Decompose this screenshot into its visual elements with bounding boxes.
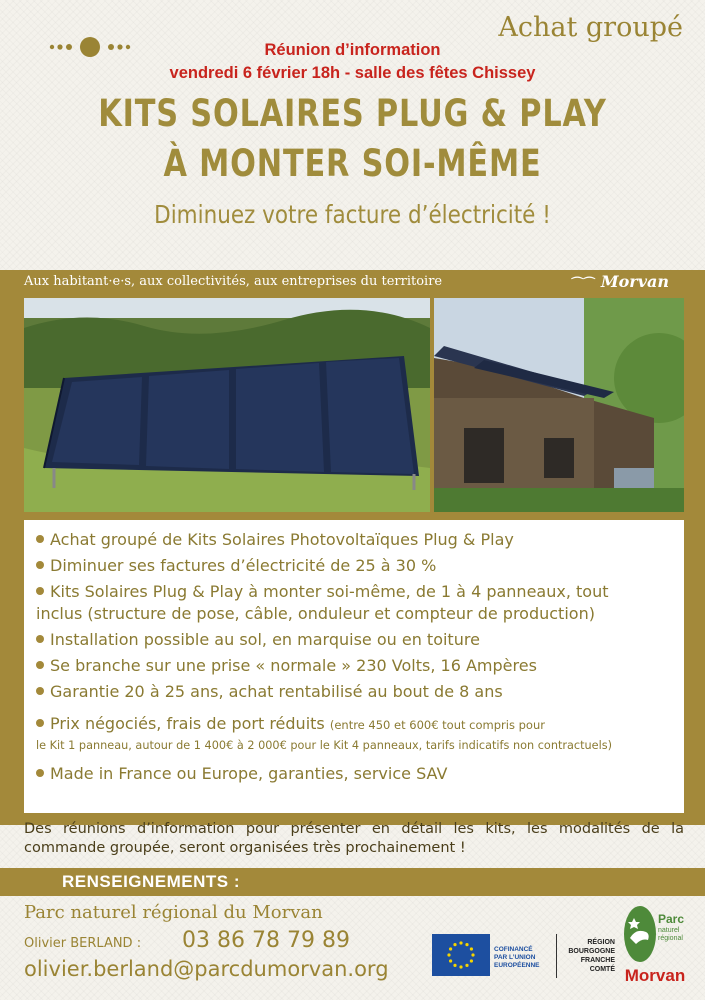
region-text-line4: COMTÉ bbox=[589, 966, 615, 973]
feature-item: Installation possible au sol, en marquise ou en toiture bbox=[36, 630, 480, 649]
closing-text: Des réunions d’information pour présenter en détail les kits, les modalités de la commande groupée, seront organisées très prochainement ! bbox=[24, 821, 684, 856]
morvan-brand-logo bbox=[571, 272, 669, 291]
park-morvan-logo bbox=[622, 904, 688, 996]
bullet-icon bbox=[36, 587, 44, 595]
eu-text-line2: PAR L’UNION bbox=[494, 954, 536, 961]
subtitle: Diminuez votre facture d’électricité ! bbox=[154, 200, 551, 229]
feature-item: Se branche sur une prise « normale » 230 Volts, 16 Ampères bbox=[36, 656, 537, 675]
contact-heading: RENSEIGNEMENTS : bbox=[62, 872, 241, 891]
feature-item: Achat groupé de Kits Solaires Photovoltaïques Plug & Play bbox=[36, 530, 514, 549]
bullet-icon bbox=[36, 635, 44, 643]
contact-phone[interactable]: 03 86 78 79 89 bbox=[182, 928, 350, 953]
features-box bbox=[24, 520, 684, 813]
bullet-icon bbox=[36, 719, 44, 727]
photo-ground-panels bbox=[24, 298, 430, 512]
park-text-line2: naturel bbox=[658, 927, 680, 934]
eu-flag-icon bbox=[432, 934, 490, 976]
audience-text: Aux habitant·e·s, aux collectivités, aux entreprises du territoire bbox=[24, 274, 443, 289]
meeting-detail: vendredi 6 février 18h - salle des fêtes Chissey bbox=[169, 64, 536, 82]
bullet-icon bbox=[36, 661, 44, 669]
organization-name: Parc naturel régional du Morvan bbox=[24, 902, 323, 923]
region-text-line1: RÉGION bbox=[587, 939, 615, 946]
park-text-line3: régional bbox=[658, 935, 683, 942]
photo-house-panels bbox=[434, 298, 684, 512]
region-text-line3: FRANCHE bbox=[580, 957, 615, 964]
eu-text-line1: COFINANCÉ bbox=[494, 946, 533, 953]
feature-item: Prix négociés, frais de port réduits (entre 450 et 600€ tout compris pour bbox=[36, 714, 545, 733]
feature-item-continued: le Kit 1 panneau, autour de 1 400€ à 2 000€ pour le Kit 4 panneaux, tarifs indicatifs non contractuels) bbox=[36, 738, 613, 752]
bullet-icon bbox=[36, 535, 44, 543]
region-text-line2: BOURGOGNE bbox=[568, 948, 615, 955]
header-tag: Achat groupé bbox=[498, 12, 683, 43]
feature-item-continued: inclus (structure de pose, câble, onduleur et compteur de production) bbox=[36, 604, 595, 623]
morvan-brand-text: Morvan bbox=[600, 272, 669, 291]
contact-email[interactable]: olivier.berland@parcdumorvan.org bbox=[24, 957, 389, 981]
eu-text-line3: EUROPÉENNE bbox=[494, 962, 540, 969]
eu-cofinance-logo bbox=[432, 934, 550, 976]
feature-item: Kits Solaires Plug & Play à monter soi-même, de 1 à 4 panneaux, tout bbox=[36, 582, 608, 601]
bullet-icon bbox=[36, 561, 44, 569]
meeting-title: Réunion d’information bbox=[264, 41, 441, 59]
main-title-line1: KITS SOLAIRES PLUG & PLAY bbox=[98, 92, 607, 135]
contact-name: Olivier BERLAND : bbox=[24, 936, 142, 951]
bullet-icon bbox=[36, 687, 44, 695]
park-text-line4: Morvan bbox=[624, 966, 686, 985]
park-text-line1: Parc bbox=[658, 912, 685, 926]
feature-item: Garantie 20 à 25 ans, achat rentabilisé au bout de 8 ans bbox=[36, 682, 503, 701]
mountain-icon: ⌒⌒ bbox=[571, 276, 596, 290]
bullet-icon bbox=[36, 769, 44, 777]
feature-item: Diminuer ses factures d’électricité de 25 à 30 % bbox=[36, 556, 436, 575]
main-title-line2: À MONTER SOI-MÊME bbox=[163, 142, 542, 185]
feature-item: Made in France ou Europe, garanties, service SAV bbox=[36, 764, 447, 783]
region-logo bbox=[556, 934, 619, 978]
